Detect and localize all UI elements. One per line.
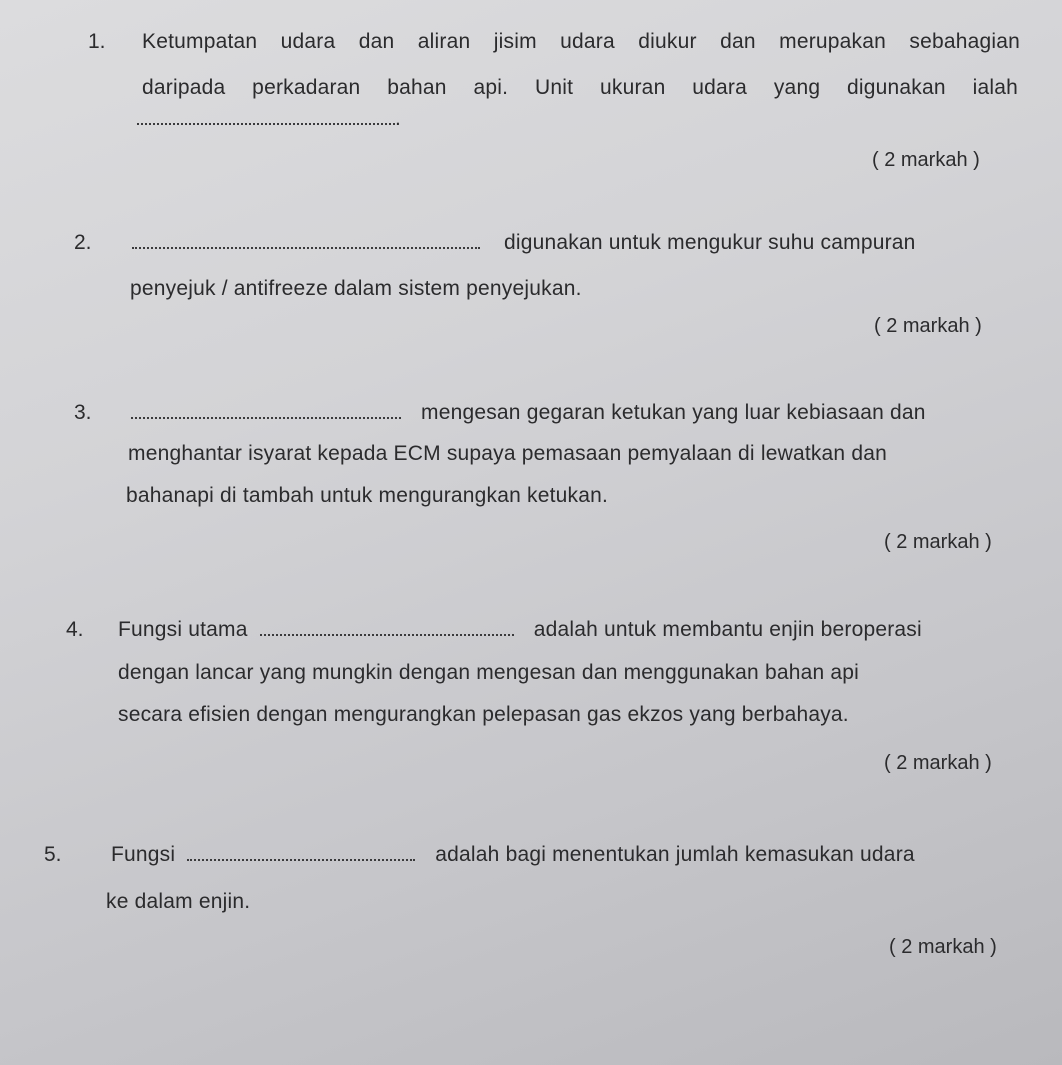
marks-label: ( 2 markah ) bbox=[884, 531, 992, 553]
question-number: 2. bbox=[74, 231, 92, 254]
marks-label: ( 2 markah ) bbox=[884, 752, 992, 774]
answer-line bbox=[132, 230, 916, 256]
marks-label: ( 2 markah ) bbox=[889, 936, 997, 958]
answer-blank bbox=[137, 109, 395, 125]
marks-label: ( 2 markah ) bbox=[872, 149, 980, 171]
question-number: 3. bbox=[74, 401, 92, 424]
question-text: adalah bagi menentukan jumlah kemasukan udara bbox=[435, 843, 915, 866]
answer-line bbox=[131, 400, 926, 426]
question-text: menghantar isyarat kepada ECM supaya pemasaan pemyalaan di lewatkan dan bbox=[128, 442, 887, 465]
answer-blank bbox=[132, 233, 480, 249]
question-text: bahanapi di tambah untuk mengurangkan ketukan. bbox=[126, 484, 609, 507]
question-number: 5. bbox=[44, 843, 62, 866]
question-text: mengesan gegaran ketukan yang luar kebiasaan dan bbox=[421, 401, 926, 424]
question-text: Fungsi utama bbox=[118, 618, 248, 641]
question-text: ke dalam enjin. bbox=[106, 890, 251, 913]
question-text: Fungsi bbox=[111, 843, 176, 866]
question-text: adalah untuk membantu enjin beroperasi bbox=[533, 618, 922, 641]
question-text: Ketumpatan udara dan aliran jisim udara diukur dan merupakan sebahagian bbox=[142, 30, 1020, 53]
marks-label: ( 2 markah ) bbox=[874, 315, 982, 337]
question-text: penyejuk / antifreeze dalam sistem penyejukan. bbox=[130, 277, 582, 300]
answer-blank bbox=[260, 620, 514, 636]
question-text: dengan lancar yang mungkin dengan mengesan dan menggunakan bahan api bbox=[118, 661, 860, 684]
question-number: 1. bbox=[88, 30, 106, 53]
question-number: 4. bbox=[66, 618, 84, 641]
period: . bbox=[395, 107, 402, 130]
question-text: digunakan untuk mengukur suhu campuran bbox=[504, 231, 916, 254]
answer-blank bbox=[131, 403, 401, 419]
question-text: secara efisien dengan mengurangkan pelepasan gas ekzos yang berbahaya. bbox=[118, 703, 849, 726]
answer-line bbox=[118, 617, 922, 643]
answer-line bbox=[111, 842, 915, 868]
question-text: daripada perkadaran bahan api. Unit ukuran udara yang digunakan ialah bbox=[142, 76, 1018, 99]
answer-line bbox=[137, 106, 401, 132]
answer-blank bbox=[187, 845, 415, 861]
